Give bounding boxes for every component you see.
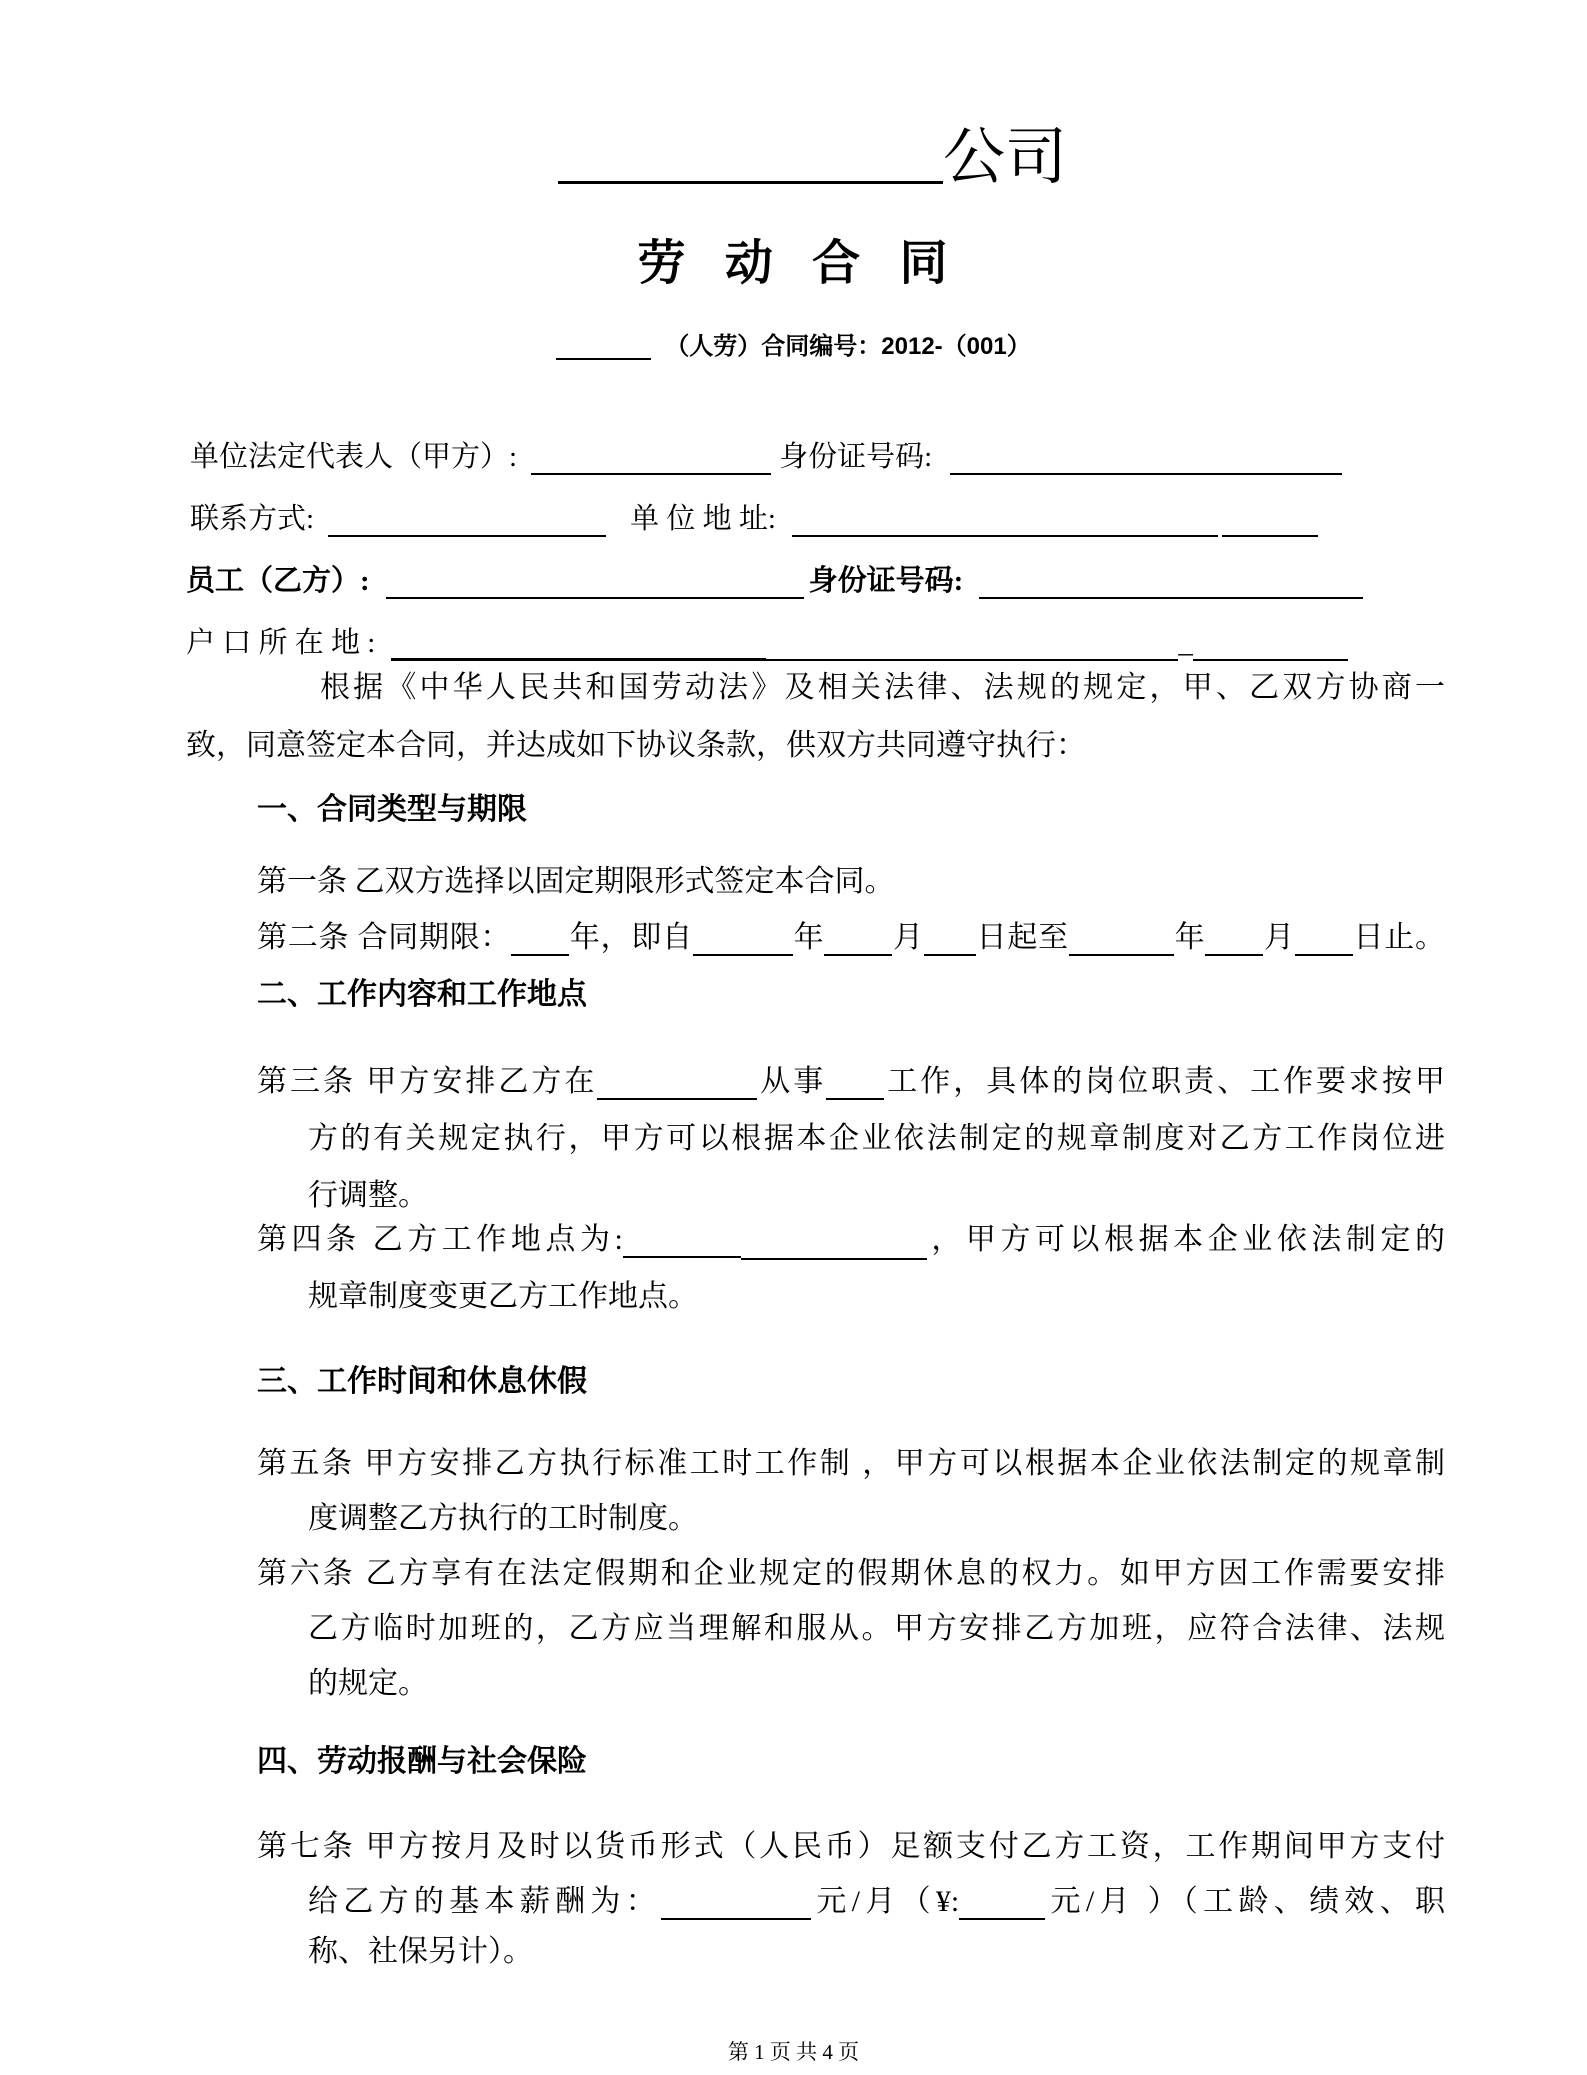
id-number-blank	[950, 472, 1342, 475]
start-year-blank	[693, 953, 793, 956]
residence-blank-bold	[391, 658, 766, 661]
end-year-blank	[1069, 953, 1174, 956]
clause-7-text-3: 元/月 ）（工龄、绩效、职	[1045, 1885, 1445, 1918]
employee-name-blank	[386, 596, 804, 599]
party-row-legal-rep	[190, 437, 1342, 477]
clause-3-line-1	[257, 1062, 1445, 1102]
clause-3-text-1: 第三条 甲方安排乙方在	[257, 1065, 598, 1098]
clause-4-text-2: ，甲方可以根据本企业依法制定的	[926, 1223, 1445, 1256]
end-day-blank	[1295, 953, 1353, 956]
contract-number-line	[0, 326, 1587, 361]
clause-2-text-3: 年	[792, 921, 825, 954]
clause-2-text-1: 第二条 合同期限：	[257, 921, 512, 954]
document-title: 劳 动 合 同	[637, 237, 950, 290]
section-heading-1: 一、合同类型与期限	[257, 793, 527, 826]
clause-6-line-1: 第六条 乙方享有在法定假期和企业规定的假期休息的权力。如甲方因工作需要安排	[257, 1557, 1445, 1590]
clause-2-text-5: 日起至	[975, 921, 1069, 954]
years-count-blank	[511, 953, 569, 956]
clause-2-text-7: 月	[1263, 921, 1295, 954]
legal-rep-blank	[531, 472, 771, 475]
contract-number-text: （人劳）合同编号：2012-（001）	[665, 333, 1031, 360]
employee-id-blank	[979, 596, 1363, 599]
clause-2-line	[257, 918, 1445, 958]
clause-7-text-1: 给乙方的基本薪酬为：	[308, 1885, 662, 1918]
clause-2-text-4: 月	[892, 921, 924, 954]
clause-7-line-3: 称、社保另计）。	[308, 1935, 533, 1968]
company-title-line	[558, 125, 1067, 191]
company-address-label: 单 位 地 址:	[630, 503, 776, 535]
end-month-blank	[1205, 953, 1263, 956]
contact-blank	[328, 534, 606, 537]
employee-id-label: 身份证号码:	[808, 565, 964, 597]
clause-6-line-3: 的规定。	[308, 1667, 428, 1700]
clause-2-text-2: 年，即自	[569, 921, 693, 954]
party-row-contact	[190, 499, 1318, 539]
residence-blank-end	[1193, 658, 1348, 661]
preamble-line-2: 致，同意签定本合同，并达成如下协议条款，供双方共同遵守执行：	[186, 729, 1086, 762]
start-day-blank	[924, 953, 976, 956]
company-address-blank	[792, 534, 1218, 537]
start-month-blank	[824, 953, 892, 956]
section-heading-4: 四、劳动报酬与社会保险	[257, 1745, 587, 1778]
clause-2-text-8: 日止。	[1352, 921, 1446, 954]
company-name-blank	[558, 181, 943, 184]
clause-7-text-2: 元/月（¥:	[811, 1885, 960, 1918]
clause-6-line-2: 乙方临时加班的，乙方应当理解和服从。甲方安排乙方加班，应符合法律、法规	[308, 1612, 1445, 1645]
work-location-blank-1	[623, 1255, 741, 1258]
page-footer: 第 1 页 共 4 页	[727, 2040, 860, 2064]
clause-4-line-2: 规章制度变更乙方工作地点。	[308, 1280, 698, 1313]
residence-blank-thin	[766, 658, 1178, 661]
clause-3-text-2: 从事	[757, 1065, 827, 1098]
clause-3-line-2: 方的有关规定执行，甲方可以根据本企业依法制定的规章制度对乙方工作岗位进	[308, 1122, 1445, 1155]
preamble-line-1: 根据《中华人民共和国劳动法》及相关法律、法规的规定，甲、乙双方协商一	[320, 671, 1445, 704]
section-heading-2: 二、工作内容和工作地点	[257, 978, 587, 1011]
clause-7-line-1: 第七条 甲方按月及时以货币形式（人民币）足额支付乙方工资，工作期间甲方支付	[257, 1830, 1445, 1863]
clause-4-text-1: 第四条 乙方工作地点为:	[257, 1223, 623, 1256]
legal-rep-label: 单位法定代表人（甲方）:	[190, 441, 518, 473]
company-suffix: 公司	[943, 124, 1068, 192]
clause-1-line: 第一条 乙双方选择以固定期限形式签定本合同。	[257, 865, 895, 898]
salary-amount-blank	[661, 1917, 811, 1920]
clause-3-text-3: 工作，具体的岗位职责、工作要求按甲	[884, 1065, 1446, 1098]
work-department-blank	[597, 1097, 757, 1100]
clause-5-line-2: 度调整乙方执行的工时制度。	[308, 1502, 698, 1535]
contact-label: 联系方式:	[190, 503, 315, 535]
party-row-employee	[186, 561, 1363, 601]
residence-label: 户 口 所 在 地 :	[186, 627, 376, 659]
contract-number-blank	[556, 357, 651, 360]
party-row-residence	[186, 623, 1348, 663]
clause-2-text-6: 年	[1173, 921, 1206, 954]
clause-3-line-3: 行调整。	[308, 1179, 428, 1212]
clause-4-line-1	[257, 1220, 1445, 1260]
employee-label: 员工（乙方）:	[186, 565, 370, 597]
residence-mid-mark: _	[1178, 627, 1193, 659]
section-heading-3: 三、工作时间和休息休假	[257, 1365, 587, 1398]
clause-7-line-2	[308, 1882, 1445, 1922]
company-address-blank-2	[1222, 534, 1318, 537]
id-number-label: 身份证号码:	[779, 441, 933, 473]
work-position-blank	[826, 1097, 884, 1100]
salary-yuan-blank	[959, 1917, 1045, 1920]
work-location-blank-2	[741, 1257, 927, 1260]
clause-5-line-1: 第五条 甲方安排乙方执行标准工时工作制 ，甲方可以根据本企业依法制定的规章制	[257, 1447, 1445, 1480]
